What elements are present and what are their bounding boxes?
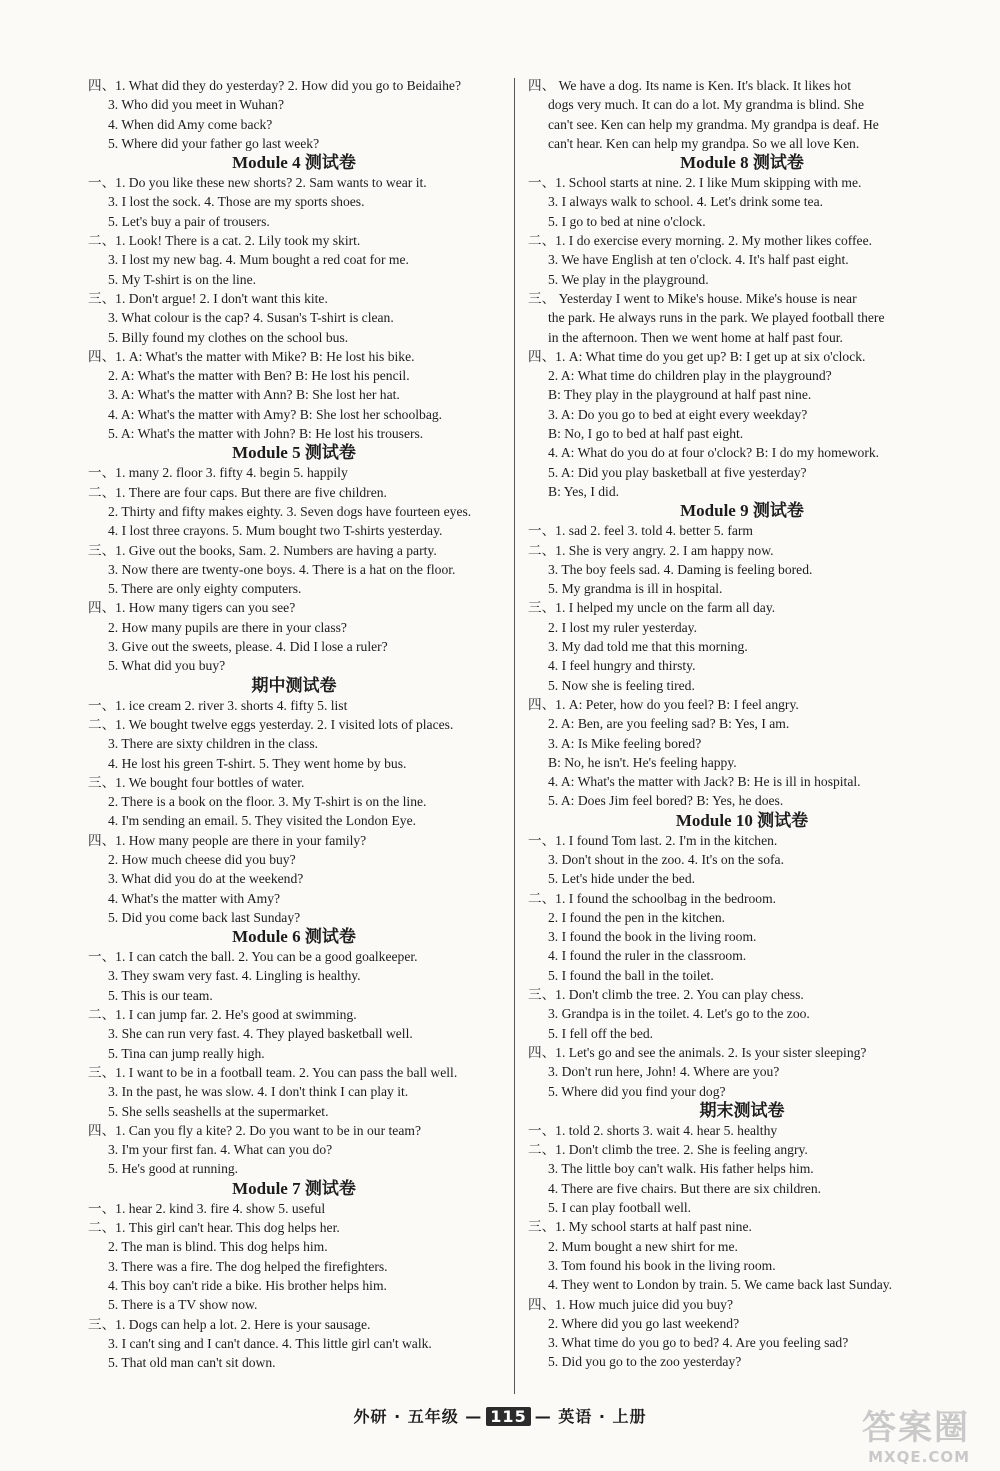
answer-line: 3. Tom found his book in the living room. (548, 1257, 776, 1273)
section-heading: Module 6 测试卷 (232, 927, 356, 947)
answer-line: 4. A: What do you do at four o'clock? B: I do my homework. (548, 445, 880, 461)
answer-line: 3. Don't shout in the zoo. 4. It's on the sofa. (548, 851, 784, 867)
answer-line: 5. Where did you find your dog? (548, 1083, 726, 1099)
answer-line: 5. A: Did you play basketball at five yesterday? (548, 464, 807, 480)
answer-line: 一、1. sad 2. feel 3. told 4. better 5. farm (528, 523, 753, 539)
answer-line: 3. What time do you go to bed? 4. Are you feeling sad? (548, 1335, 849, 1351)
answer-line: 2. There is a book on the floor. 3. My T-shirt is on the line. (108, 794, 427, 810)
answer-line: 3. The little boy can't walk. His father helps him. (548, 1161, 814, 1177)
answer-line: 3. What did you do at the weekend? (108, 871, 304, 887)
answer-line: 5. I fell off the bed. (548, 1025, 654, 1041)
answer-line: 4. I feel hungry and thirsty. (548, 658, 696, 674)
answer-line: 3. I always walk to school. 4. Let's drink some tea. (548, 194, 824, 210)
answer-line: 一、1. told 2. shorts 3. wait 4. hear 5. healthy (528, 1122, 778, 1138)
answer-line: 2. How many pupils are there in your class? (108, 619, 347, 635)
section-heading: 期末测试卷 (699, 1100, 785, 1120)
answer-line: 一、1. I can catch the ball. 2. You can be a good goalkeeper. (88, 949, 418, 965)
answer-line: 四、1. A: What's the matter with Mike? B: He lost his bike. (88, 348, 415, 364)
answer-line: 5. That old man can't sit down. (108, 1355, 276, 1371)
answer-line: 3. I lost my new bag. 4. Mum bought a red coat for me. (108, 252, 409, 268)
answer-line: 5. My T-shirt is on the line. (108, 271, 257, 287)
answer-line: 一、1. I found Tom last. 2. I'm in the kitchen. (528, 832, 778, 848)
answer-line: 5. There are only eighty computers. (108, 581, 302, 597)
answer-line: 一、1. School starts at nine. 2. I like Mum skipping with me. (528, 175, 862, 191)
answer-line: 三、1. Dogs can help a lot. 2. Here is your sausage. (88, 1316, 371, 1332)
answer-line: 5. What did you buy? (108, 658, 226, 674)
answer-line: 四、1. How much juice did you buy? (528, 1296, 734, 1312)
answer-line: 三、 Yesterday I went to Mike's house. Mike's house is near (528, 290, 857, 306)
answer-line: 5. We play in the playground. (548, 271, 709, 287)
answer-line: 5. Let's buy a pair of trousers. (108, 213, 270, 229)
answer-line: 三、1. I want to be in a football team. 2. You can pass the ball well. (88, 1064, 458, 1080)
answer-line: 4. This boy can't ride a bike. His brother helps him. (108, 1277, 387, 1293)
answer-line: 二、1. Look! There is a cat. 2. Lily took my skirt. (88, 233, 361, 249)
answer-line: 3. My dad told me that this morning. (548, 639, 748, 655)
answer-line: 5. I found the ball in the toilet. (548, 967, 714, 983)
answer-line: 4. They went to London by train. 5. We came back last Sunday. (548, 1277, 893, 1293)
answer-line: 3. A: Is Mike feeling bored? (548, 735, 702, 751)
answer-line: 5. This is our team. (108, 987, 213, 1003)
answer-line: 三、1. Don't argue! 2. I don't want this kite. (88, 290, 328, 306)
answer-line: 二、1. We bought twelve eggs yesterday. 2. I visited lots of places. (88, 716, 454, 732)
answer-line: dogs very much. It can do a lot. My grandma is blind. She (548, 97, 865, 113)
answer-line: 5. Let's hide under the bed. (548, 871, 696, 887)
answer-line: 3. Grandpa is in the toilet. 4. Let's go to the zoo. (548, 1006, 810, 1022)
answer-line: 3. I found the book in the living room. (548, 929, 757, 945)
left-column (88, 76, 500, 1372)
watermark-site: MXQE.COM (868, 1448, 970, 1466)
answer-line: 2. I lost my ruler yesterday. (548, 619, 697, 635)
section-heading: 期中测试卷 (251, 675, 337, 695)
answer-line: 四、1. A: What time do you get up? B: I get up at six o'clock. (528, 348, 866, 364)
answer-line: 5. A: What's the matter with John? B: He lost his trousers. (108, 426, 424, 442)
answer-line: 3. She can run very fast. 4. They played basketball well. (108, 1026, 413, 1042)
answer-line: B: They play in the playground at half past nine. (548, 387, 812, 403)
right-column (528, 76, 956, 1372)
answer-line: 4. A: What's the matter with Jack? B: He is ill in hospital. (548, 774, 861, 790)
answer-line: 3. Give out the sweets, please. 4. Did I lose a ruler? (108, 639, 388, 655)
answer-line: 四、1. What did they do yesterday? 2. How did you go to Beidaihe? (88, 78, 461, 93)
answer-line: 3. A: Do you go to bed at eight every weekday? (548, 406, 808, 422)
answer-line: 3. We have English at ten o'clock. 4. It's half past eight. (548, 252, 849, 268)
answer-line: 5. Billy found my clothes on the school bus. (108, 329, 349, 345)
answer-line: 2. The man is blind. This dog helps him. (108, 1239, 328, 1255)
answer-line: in the afternoon. Then we went home at half past four. (548, 329, 843, 345)
footer-left-text: 外研 · 五年级 — (353, 1407, 483, 1426)
answer-line: 一、1. ice cream 2. river 3. shorts 4. fifty 5. list (88, 697, 348, 713)
answer-line: 2. A: What's the matter with Ben? B: He lost his pencil. (108, 368, 410, 384)
answer-line: 5. Tina can jump really high. (108, 1045, 265, 1061)
section-heading: Module 8 测试卷 (680, 153, 804, 173)
answer-line: 5. Where did your father go last week? (108, 135, 320, 151)
answer-line: 5. There is a TV show now. (108, 1297, 258, 1313)
answer-line: 5. I go to bed at nine o'clock. (548, 213, 706, 229)
answer-line: 四、1. How many tigers can you see? (88, 600, 296, 616)
answer-line: 二、1. I do exercise every morning. 2. My mother likes coffee. (528, 233, 873, 249)
section-heading: Module 5 测试卷 (232, 443, 356, 463)
answer-line: 三、1. Don't climb the tree. 2. You can play chess. (528, 987, 804, 1003)
answer-line: 4. I lost three crayons. 5. Mum bought two T-shirts yesterday. (108, 523, 443, 539)
answer-line: 4. I'm sending an email. 5. They visited the London Eye. (108, 813, 416, 829)
answer-line: 三、1. My school starts at half past nine. (528, 1219, 752, 1235)
answer-line: can't see. Ken can help my grandma. My grandpa is deaf. He (548, 116, 879, 132)
answer-line: B: No, I go to bed at half past eight. (548, 426, 744, 442)
answer-line: 一、1. hear 2. kind 3. fire 4. show 5. useful (88, 1200, 326, 1216)
answer-line: 3. The boy feels sad. 4. Daming is feeling bored. (548, 561, 813, 577)
answer-line: 4. When did Amy come back? (108, 116, 273, 132)
answer-line: 2. Mum bought a new shirt for me. (548, 1238, 738, 1254)
answer-line: 3. Don't run here, John! 4. Where are you? (548, 1064, 780, 1080)
answer-line: 一、1. many 2. floor 3. fifty 4. begin 5. happily (88, 465, 348, 481)
answer-line: 5. She sells seashells at the supermarket. (108, 1103, 329, 1119)
answer-line: 3. I can't sing and I can't dance. 4. This little girl can't walk. (108, 1335, 432, 1351)
watermark-logo (800, 1408, 970, 1468)
answer-line: 四、1. Let's go and see the animals. 2. Is your sister sleeping? (528, 1044, 867, 1060)
section-heading: Module 4 测试卷 (232, 153, 356, 173)
answer-line: 4. There are five chairs. But there are six children. (548, 1180, 822, 1196)
answer-line: 三、1. We bought four bottles of water. (88, 774, 305, 790)
answer-line: 三、1. I helped my uncle on the farm all day. (528, 600, 776, 616)
footer-right-text: — 英语 · 上册 (534, 1407, 647, 1426)
answer-line: B: Yes, I did. (548, 483, 620, 499)
answer-line: 二、1. This girl can't hear. This dog helps her. (88, 1220, 340, 1236)
answer-line: 4. I found the ruler in the classroom. (548, 948, 747, 964)
answer-line: 3. There are sixty children in the class. (108, 736, 319, 752)
answer-line: B: No, he isn't. He's feeling happy. (548, 754, 737, 770)
answer-line: 二、1. I can jump far. 2. He's good at swimming. (88, 1007, 357, 1023)
answer-line: 二、1. Don't climb the tree. 2. She is feeling angry. (528, 1142, 808, 1158)
answer-line: 5. Now she is feeling tired. (548, 677, 695, 693)
answer-line: 3. Who did you meet in Wuhan? (108, 97, 285, 113)
answer-line: 3. I lost the sock. 4. Those are my sports shoes. (108, 194, 365, 210)
answer-line: 5. Did you come back last Sunday? (108, 909, 301, 925)
answer-line: 2. A: What time do children play in the playground? (548, 368, 832, 384)
answer-line: 3. I'm your first fan. 4. What can you do? (108, 1142, 333, 1158)
watermark-logo-text: 答案圈 (862, 1408, 970, 1448)
answer-line: 二、1. I found the schoolbag in the bedroom. (528, 890, 777, 906)
answer-line: 5. Did you go to the zoo yesterday? (548, 1354, 742, 1370)
page-number: 115 (486, 1407, 530, 1426)
answer-line: 5. I can play football well. (548, 1200, 692, 1216)
answer-line: 四、 We have a dog. Its name is Ken. It's black. It likes hot (528, 78, 851, 93)
answer-line: 5. A: Does Jim feel bored? B: Yes, he does. (548, 793, 784, 809)
answer-line: 一、1. Do you like these new shorts? 2. Sam wants to wear it. (88, 175, 427, 191)
answer-line: 2. Where did you go last weekend? (548, 1315, 740, 1331)
answer-line: 二、1. There are four caps. But there are five children. (88, 484, 387, 500)
section-heading: Module 7 测试卷 (232, 1178, 356, 1198)
answer-line: 5. He's good at running. (108, 1161, 239, 1177)
answer-line: 3. A: What's the matter with Ann? B: She lost her hat. (108, 387, 400, 403)
answer-line: 3. Now there are twenty-one boys. 4. There is a hat on the floor. (108, 561, 456, 577)
answer-line: 5. My grandma is ill in hospital. (548, 581, 723, 597)
answer-line: 3. In the past, he was slow. 4. I don't think I can play it. (108, 1084, 409, 1100)
answer-line: 四、1. A: Peter, how do you feel? B: I feel angry. (528, 696, 799, 712)
answer-line: can't hear. Ken can help my grandpa. So we all love Ken. (548, 135, 860, 151)
answer-line: 二、1. She is very angry. 2. I am happy now. (528, 542, 774, 558)
section-heading: Module 10 测试卷 (675, 810, 809, 830)
answer-line: 四、1. Can you fly a kite? 2. Do you want to be in our team? (88, 1122, 421, 1138)
section-heading: Module 9 测试卷 (680, 501, 804, 521)
answer-line: 3. They swam very fast. 4. Lingling is healthy. (108, 968, 361, 984)
column-divider (514, 78, 515, 1394)
answer-line: 4. What's the matter with Amy? (108, 890, 281, 906)
answer-line: 四、1. How many people are there in your family? (88, 832, 367, 848)
answer-line: 4. A: What's the matter with Amy? B: She lost her schoolbag. (108, 406, 443, 422)
answer-line: 2. Thirty and fifty makes eighty. 3. Seven dogs have fourteen eyes. (108, 503, 472, 519)
answer-line: 2. A: Ben, are you feeling sad? B: Yes, I am. (548, 716, 790, 732)
answer-line: 三、1. Give out the books, Sam. 2. Numbers are having a party. (88, 542, 437, 558)
answer-line: 3. There was a fire. The dog helped the firefighters. (108, 1258, 388, 1274)
answer-line: 3. What colour is the cap? 4. Susan's T-shirt is clean. (108, 310, 394, 326)
answer-line: the park. He always runs in the park. We played football there (548, 310, 885, 326)
answer-line: 2. I found the pen in the kitchen. (548, 909, 726, 925)
answer-line: 4. He lost his green T-shirt. 5. They went home by bus. (108, 755, 407, 771)
answer-line: 2. How much cheese did you buy? (108, 851, 296, 867)
